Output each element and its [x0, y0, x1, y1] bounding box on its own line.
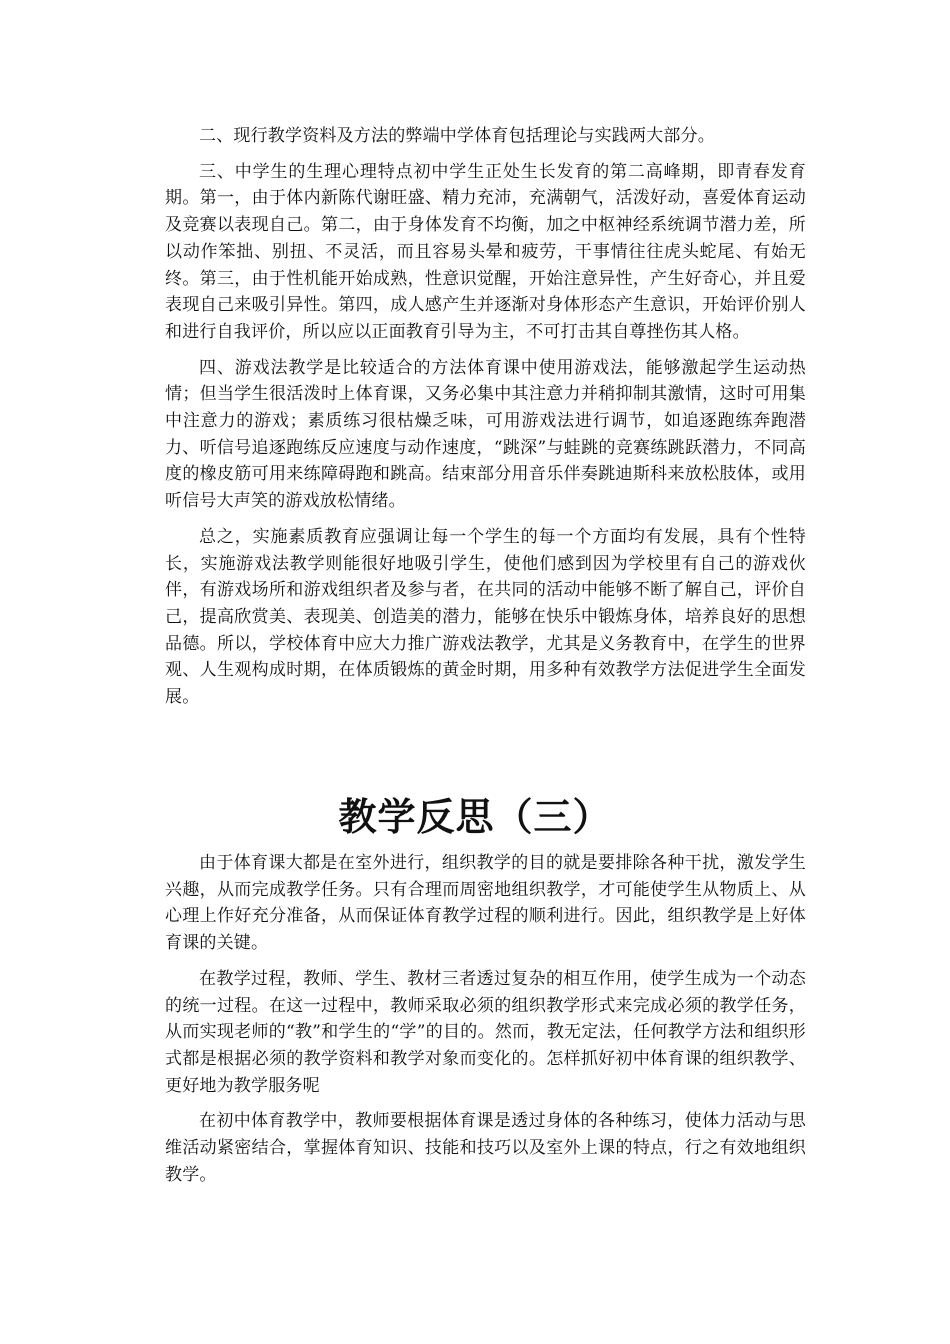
text-section-upper	[165, 123, 806, 720]
paragraph-organize-teaching: 在初中体育教学中，教师要根据体育课是透过身体的各种练习，使体力活动与思维活动紧密结合，掌握体育知识、技能和技巧以及室外上课的特点，行之有效地组织教学。	[165, 1111, 806, 1185]
paragraph-teaching-process: 在教学过程，教师、学生、教材三者透过复杂的相互作用，使学生成为一个动态的统一过程。在这一过程中，教师采取必须的组织教学形式来完成必须的教学任务，从而实现老师的“教”和学生的“学”的目的。然而，教无定法，任何教学方法和组织形式都是根据必须的教学资料和教学对象而变化的。怎样抓好初中体育课的组织教学、更好地为教学服务呢	[165, 968, 806, 1096]
section-heading: 教学反思（三）	[338, 795, 612, 839]
paragraph-outdoor-class: 由于体育课大都是在室外进行，组织教学的目的就是要排除各种干扰，激发学生兴趣，从而完成教学任务。只有合理而周密地组织教学，才可能使学生从物质上、从心理上作好充分准备，从而保证体育教学过程的顺利进行。因此，组织教学是上好体育课的关键。	[165, 853, 806, 954]
paragraph-game-method: 四、游戏法教学是比较适合的方法体育课中使用游戏法，能够激起学生运动热情；但当学生很活泼时上体育课，又务必集中其注意力并稍抑制其激情，这时可用集中注意力的游戏；素质练习很枯燥乏味，可用游戏法进行调节，如追逐跑练奔跑潜力、听信号追逐跑练反应速度与动作速度，“跳深”与蛙跳的竞赛练跳跃潜力，不同高度的橡皮筋可用来练障碍跑和跳高。结束部分用音乐伴奏跳迪斯科来放松肢体，或用听信号大声笑的游戏放松情绪。	[165, 357, 806, 512]
paragraph-student-characteristics: 三、中学生的生理心理特点初中学生正处生长发育的第二高峰期，即青春发育期。第一，由于体内新陈代谢旺盛、精力充沛，充满朝气，活泼好动，喜爱体育运动及竞赛以表现自己。第二，由于身体发育不均衡，加之中枢神经系统调节潜力差，所以动作笨拙、别扭、不灵活，而且容易头晕和疲劳，干事情往往虎头蛇尾、有始无终。第三，由于性机能开始成熟，性意识觉醒，开始注意异性，产生好奇心，并且爱表现自己来吸引异性。第四，成人感产生并逐渐对身体形态产生意识，开始评价别人和进行自我评价，所以应以正面教育引导为主，不可打击其自尊挫伤其人格。	[165, 161, 806, 342]
paragraph-teaching-materials: 二、现行教学资料及方法的弊端中学体育包括理论与实践两大部分。	[199, 126, 715, 146]
paragraph-conclusion: 总之，实施素质教育应强调让每一个学生的每一个方面均有发展，具有个性特长，实施游戏法教学则能很好地吸引学生，使他们感到因为学校里有自己的游戏伙伴，有游戏场所和游戏组织者及参与者，在共同的活动中能够不断了解自己，评价自己，提高欣赏美、表现美、创造美的潜力，能够在快乐中锻炼身体，培养良好的思想品德。所以，学校体育中应大力推广游戏法教学，尤其是义务教育中，在学生的世界观、人生观构成时期，在体质锻炼的黄金时期，用多种有效教学方法促进学生全面发展。	[165, 526, 806, 708]
text-section-lower	[165, 850, 806, 1197]
